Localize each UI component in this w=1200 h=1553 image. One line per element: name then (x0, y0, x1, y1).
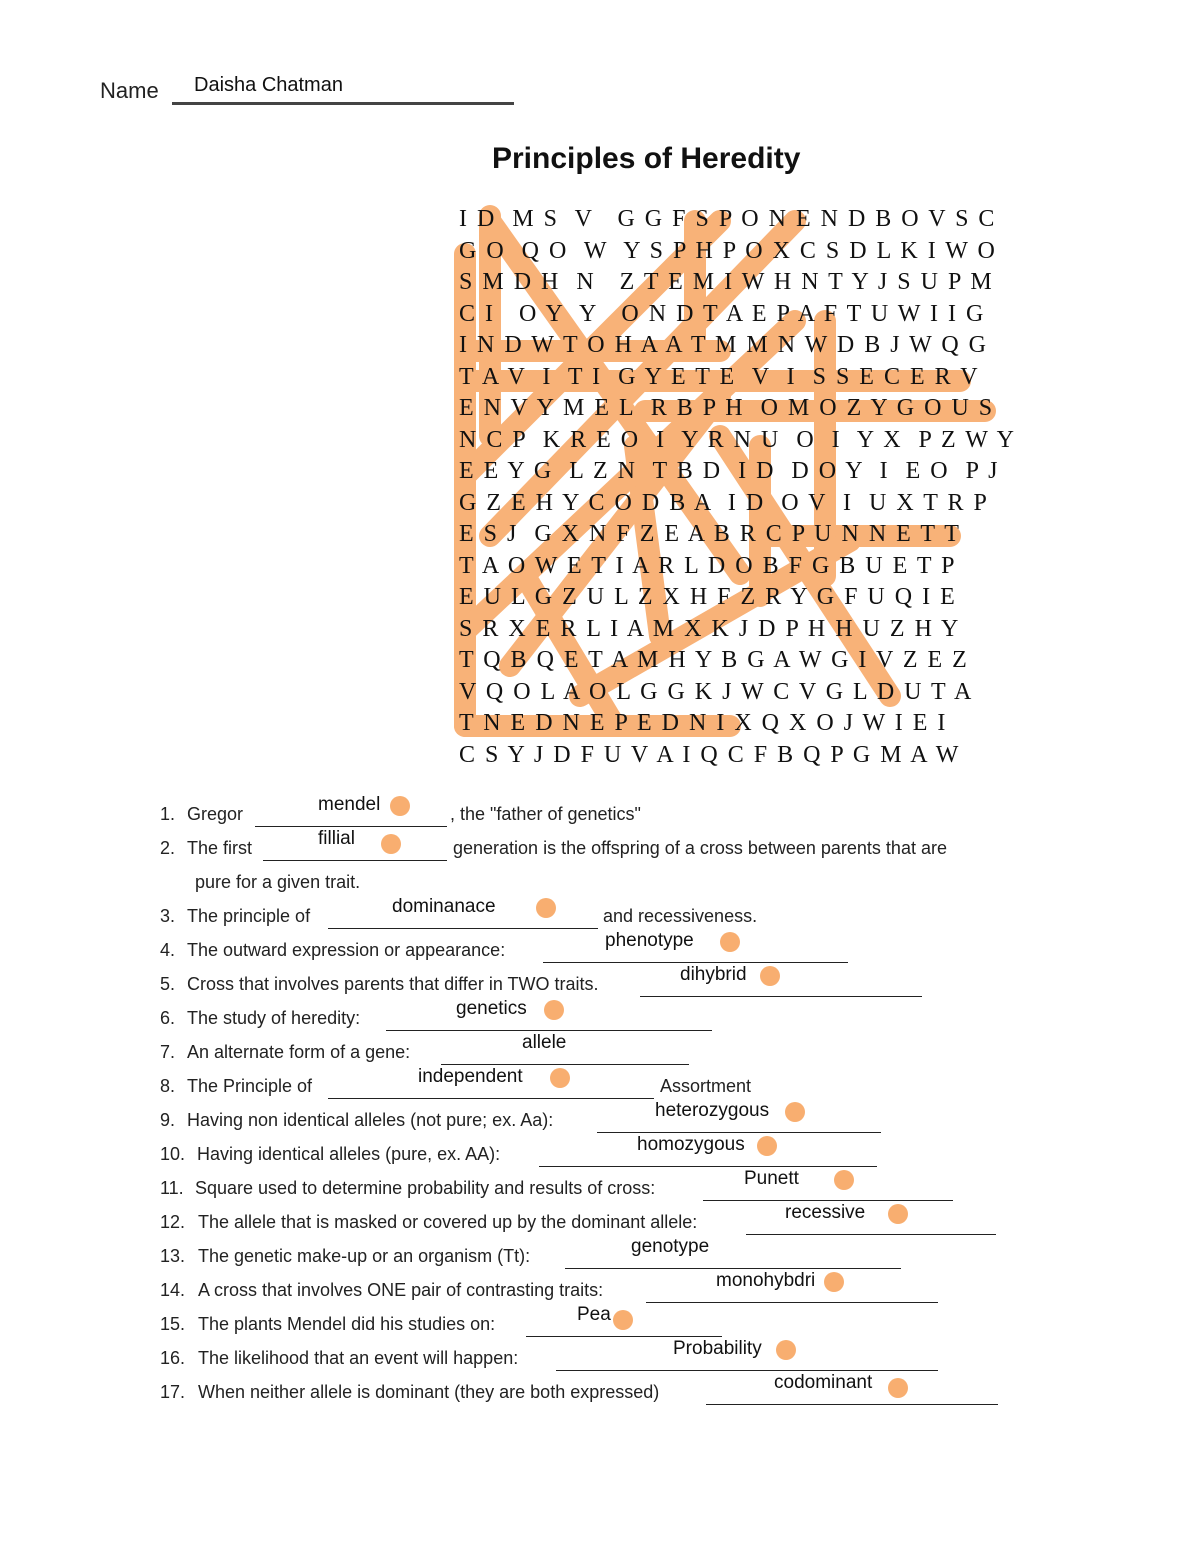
word-search-row: E S J G X N F Z E A B R C P U N N E T T (459, 521, 961, 547)
question-continuation (160, 868, 1020, 902)
question-suffix: and recessiveness. (603, 906, 758, 926)
answer-blank[interactable] (746, 1234, 996, 1235)
highlight-dot-icon (544, 1000, 564, 1020)
answer-text[interactable]: dominanace (392, 896, 496, 917)
answer-text[interactable]: recessive (785, 1202, 866, 1223)
question-prompt: The likelihood that an event will happen: (198, 1348, 519, 1368)
answer-blank[interactable] (597, 1132, 881, 1133)
word-search-row: G Z E H Y C O D B A I D O V I U X T R P (459, 490, 989, 516)
answer-blank[interactable] (328, 1098, 654, 1099)
question-number: 14. (160, 1280, 186, 1300)
question-number: 10. (160, 1144, 186, 1164)
answer-text[interactable]: dihybrid (680, 964, 747, 985)
question-prompt: The allele that is masked or covered up by the dominant allele: (198, 1212, 698, 1232)
question-item (160, 964, 1020, 1004)
answer-blank[interactable] (539, 1166, 877, 1167)
answer-text[interactable]: monohybdri (716, 1270, 816, 1291)
highlight-dot-icon (888, 1204, 908, 1224)
answer-text[interactable]: genetics (456, 998, 527, 1019)
question-suffix: Assortment (660, 1076, 752, 1096)
answer-text[interactable]: independent (418, 1066, 523, 1087)
question-number: 12. (160, 1212, 186, 1232)
question-number: 15. (160, 1314, 186, 1334)
highlight-dot-icon (888, 1378, 908, 1398)
question-number: 13. (160, 1246, 186, 1266)
question-number: 5. (160, 974, 176, 994)
question-number: 4. (160, 940, 176, 960)
question-prompt: Square used to determine probability and results of cross: (195, 1178, 656, 1198)
highlight-dot-icon (720, 932, 740, 952)
answer-blank[interactable] (706, 1404, 998, 1405)
highlight-dot-icon (757, 1136, 777, 1156)
question-prompt: The Principle of (187, 1076, 313, 1096)
question-number: 17. (160, 1382, 186, 1402)
word-search-row: S M D H N Z T E M I W H N T Y J S U P M (459, 269, 994, 295)
question-item (160, 998, 1020, 1038)
word-search[interactable] (450, 196, 1016, 786)
answer-text[interactable]: fillial (318, 828, 355, 849)
answer-text[interactable]: mendel (318, 794, 381, 815)
answer-blank[interactable] (703, 1200, 953, 1201)
answer-blank[interactable] (441, 1064, 689, 1065)
question-item (160, 1134, 1020, 1174)
highlight-dot-icon (390, 796, 410, 816)
question-number: 2. (160, 838, 176, 858)
highlight-dot-icon (834, 1170, 854, 1190)
question-prompt: The outward expression or appearance: (187, 940, 506, 960)
word-search-row: V Q O L A O L G G K J W C V G L D U T A (459, 679, 974, 705)
name-row (100, 72, 520, 112)
word-search-row: N C P K R E O I Y R N U O I Y X P Z W Y (459, 427, 1016, 453)
answer-blank[interactable] (386, 1030, 712, 1031)
question-number: 8. (160, 1076, 176, 1096)
highlight-dot-icon (776, 1340, 796, 1360)
answer-text[interactable]: Pea (577, 1304, 611, 1325)
question-continuation-text: pure for a given trait. (195, 872, 361, 892)
question-number: 6. (160, 1008, 176, 1028)
word-search-row: I D M S V G G F S P O N E N D B O V S C (459, 206, 997, 232)
question-item (160, 1338, 1020, 1378)
question-suffix: , the "father of genetics" (450, 804, 641, 824)
question-item (160, 1168, 1020, 1208)
answer-text[interactable]: genotype (631, 1236, 710, 1257)
word-search-row: E U L G Z U L Z X H F Z R Y G F U Q I E (459, 584, 957, 610)
question-item (160, 930, 1020, 970)
answer-text[interactable]: homozygous (637, 1134, 745, 1155)
answer-blank[interactable] (263, 860, 447, 861)
question-prompt: The first (187, 838, 253, 858)
question-item (160, 794, 1020, 834)
highlight-dot-icon (613, 1310, 633, 1330)
question-item (160, 1100, 1020, 1140)
answer-blank[interactable] (556, 1370, 938, 1371)
word-search-row: E N V Y M E L R B P H O M O Z Y G O U S (459, 395, 995, 421)
answer-text[interactable]: codominant (774, 1372, 873, 1393)
name-line (172, 102, 514, 105)
question-prompt: An alternate form of a gene: (187, 1042, 411, 1062)
answer-text[interactable]: Punett (744, 1168, 799, 1189)
question-item (160, 1304, 1020, 1344)
word-search-row: T Q B Q E T A M H Y B G A W G I V Z E Z (459, 647, 969, 673)
answer-blank[interactable] (646, 1302, 938, 1303)
question-number: 9. (160, 1110, 176, 1130)
question-item (160, 1032, 1020, 1072)
question-number: 3. (160, 906, 176, 926)
word-search-row: T N E D N E P E D N I X Q X O J W I E I (459, 710, 948, 736)
word-search-row: E E Y G L Z N T B D I D D O Y I E O P J (459, 458, 1000, 484)
name-label: Name (100, 78, 159, 103)
question-prompt: Cross that involves parents that differ in TWO traits. (187, 974, 599, 994)
question-item (160, 1202, 1020, 1242)
question-number: 7. (160, 1042, 176, 1062)
word-search-row: I N D W T O H A A T M M N W D B J W Q G (459, 332, 988, 358)
question-prompt: The principle of (187, 906, 311, 926)
student-name[interactable]: Daisha Chatman (194, 74, 343, 96)
answer-blank[interactable] (526, 1336, 722, 1337)
question-number: 11. (160, 1178, 184, 1198)
word-search-row: T A V I T I G Y E T E V I S S E C E R V (459, 364, 980, 390)
question-prompt: The genetic make-up or an organism (Tt): (198, 1246, 531, 1266)
question-prompt: When neither allele is dominant (they are both expressed) (198, 1382, 660, 1402)
question-list (160, 794, 1020, 1412)
highlight-dot-icon (824, 1272, 844, 1292)
answer-blank[interactable] (328, 928, 598, 929)
answer-blank[interactable] (255, 826, 447, 827)
word-search-row: C I O Y Y O N D T A E P A F T U W I I G (459, 301, 986, 327)
answer-text[interactable]: phenotype (605, 930, 694, 951)
highlight-dot-icon (785, 1102, 805, 1122)
answer-text[interactable]: allele (522, 1032, 567, 1053)
question-suffix: generation is the offspring of a cross between parents that are (453, 838, 947, 858)
question-item (160, 828, 1020, 868)
answer-blank[interactable] (543, 962, 848, 963)
question-prompt: The plants Mendel did his studies on: (198, 1314, 496, 1334)
page-title: Principles of Heredity (492, 142, 801, 175)
question-item (160, 896, 1020, 936)
question-item (160, 1066, 1020, 1106)
answer-text[interactable]: Probability (673, 1338, 762, 1359)
highlight-dot-icon (381, 834, 401, 854)
question-prompt: Gregor (187, 804, 244, 824)
question-number: 1. (160, 804, 176, 824)
highlight-dot-icon (760, 966, 780, 986)
question-prompt: The study of heredity: (187, 1008, 361, 1028)
question-item (160, 1236, 1020, 1276)
answer-blank[interactable] (565, 1268, 901, 1269)
highlight-dot-icon (536, 898, 556, 918)
word-search-row: C S Y J D F U V A I Q C F B Q P G M A W (459, 742, 961, 768)
question-prompt: Having identical alleles (pure, ex. AA): (197, 1144, 501, 1164)
question-item (160, 1372, 1020, 1412)
word-search-row: S R X E R L I A M X K J D P H H U Z H Y (459, 616, 961, 642)
word-search-row: G O Q O W Y S P H P O X C S D L K I W O (459, 238, 997, 264)
question-number: 16. (160, 1348, 186, 1368)
highlight-dot-icon (550, 1068, 570, 1088)
question-prompt: A cross that involves ONE pair of contrasting traits: (198, 1280, 604, 1300)
question-prompt: Having non identical alleles (not pure; ex. Aa): (187, 1110, 554, 1130)
answer-text[interactable]: heterozygous (655, 1100, 770, 1121)
answer-blank[interactable] (640, 996, 922, 997)
word-search-row: T A O W E T I A R L D O B F G B U E T P (459, 553, 957, 579)
